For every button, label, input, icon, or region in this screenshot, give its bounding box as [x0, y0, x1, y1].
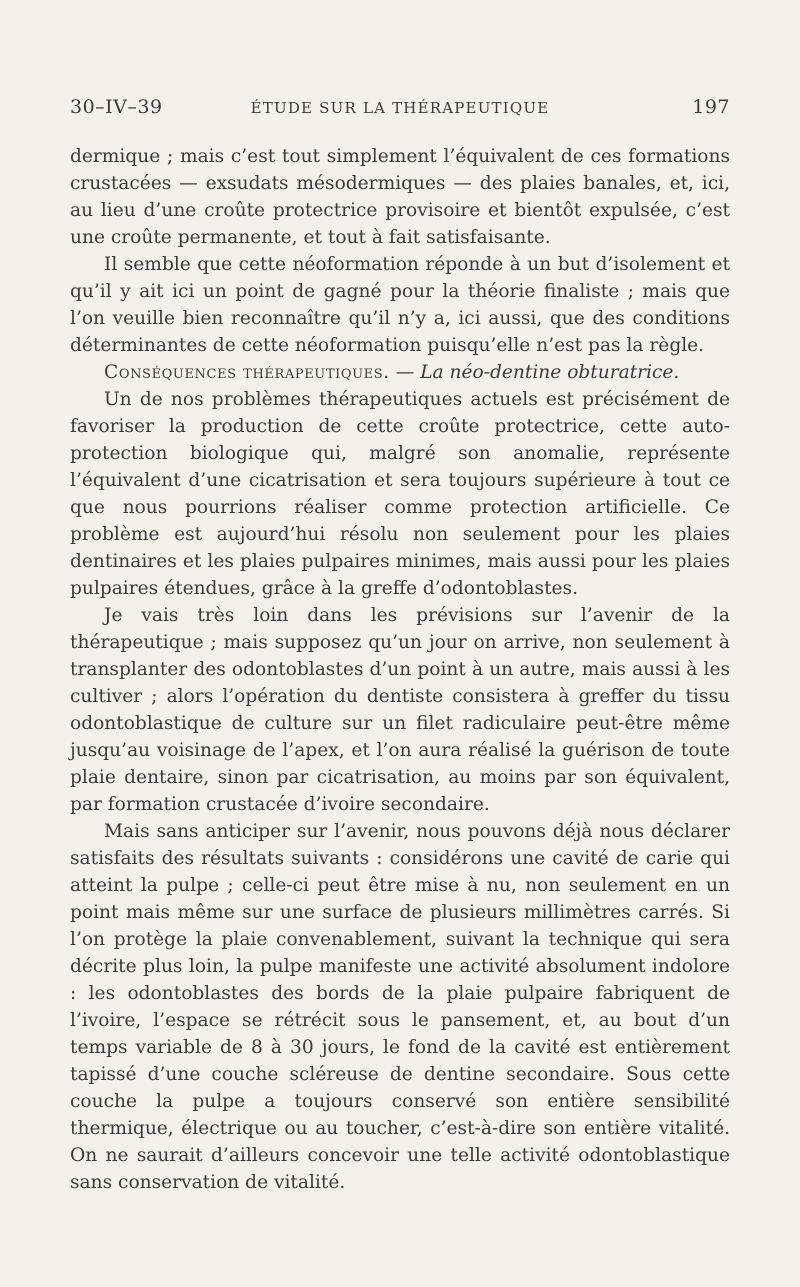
- running-header: [70, 96, 730, 126]
- section-subtitle: La néo-dentine obturatrice.: [420, 362, 680, 383]
- header-title: ÉTUDE SUR LA THÉRAPEUTIQUE: [250, 99, 550, 117]
- section-dash: —: [389, 362, 421, 383]
- section-heading: [70, 359, 730, 386]
- section-title: Conséquences thérapeutiques.: [104, 362, 390, 383]
- paragraph: dermique ; mais c’est tout simplement l’équivalent de ces formations crustacées — exsudats mésodermiques — des plaies banales, et, ici, au lieu d’une croûte protectrice provisoire et bientôt expulsée, c’est une croûte permanente, et tout à fait satisfaisante.: [70, 146, 730, 248]
- header-date: 30–IV–39: [70, 96, 163, 118]
- page-number: 197: [692, 96, 730, 118]
- paragraph: Un de nos problèmes thérapeutiques actuels est précisément de favoriser la production de cette croûte protectrice, cette auto-protection biologique qui, malgré son anomalie, représente l’équivalent d’une cicatrisation et sera toujours supérieure à tout ce que nous pourrions réaliser comme protection artificielle. Ce problème est aujourd’hui résolu non seulement pour les plaies dentinaires et les plaies pulpaires minimes, mais aussi pour les plaies pulpaires étendues, grâce à la greffe d’odontoblastes.: [70, 389, 730, 599]
- paragraph: Mais sans anticiper sur l’avenir, nous pouvons déjà nous déclarer satisfaits des résultats suivants : considérons une cavité de carie qui atteint la pulpe ; celle-ci peut être mise à nu, non seulement en un point mais même sur une surface de plusieurs millimètres carrés. Si l’on protège la plaie convenablement, suivant la technique qui sera décrite plus loin, la pulpe manifeste une activité absolument indolore : les odontoblastes des bords de la plaie pulpaire fabriquent de l’ivoire, l’espace se rétrécit sous le pansement, et, au bout d’un temps variable de 8 à 30 jours, le fond de la cavité est entièrement tapissé d’une couche scléreuse de dentine secondaire. Sous cette couche la pulpe a toujours conservé son entière sensibilité thermique, électrique ou au toucher, c’est-à-dire son entière vitalité. On ne saurait d’ailleurs concevoir une telle activité odontoblastique sans conservation de vitalité.: [70, 821, 730, 1193]
- paragraph: Je vais très loin dans les prévisions sur l’avenir de la thérapeutique ; mais supposez qu’un jour on arrive, non seulement à transplanter des odontoblastes d’un point à un autre, mais aussi à les cultiver ; alors l’opération du dentiste consistera à greffer du tissu odontoblastique de culture sur un filet radiculaire peut-être même jusqu’au voisinage de l’apex, et l’on aura réalisé la guérison de toute plaie dentaire, sinon par cicatrisation, au moins par son équivalent, par formation crustacée d’ivoire secondaire.: [70, 605, 730, 815]
- paragraph: Il semble que cette néoformation réponde à un but d’isolement et qu’il y ait ici un point de gagné pour la théorie finaliste ; mais que l’on veuille bien reconnaître qu’il n’y a, ici aussi, que des conditions déterminantes de cette néoformation puisqu’elle n’est pas la règle.: [70, 254, 730, 356]
- page-body: [70, 143, 730, 1196]
